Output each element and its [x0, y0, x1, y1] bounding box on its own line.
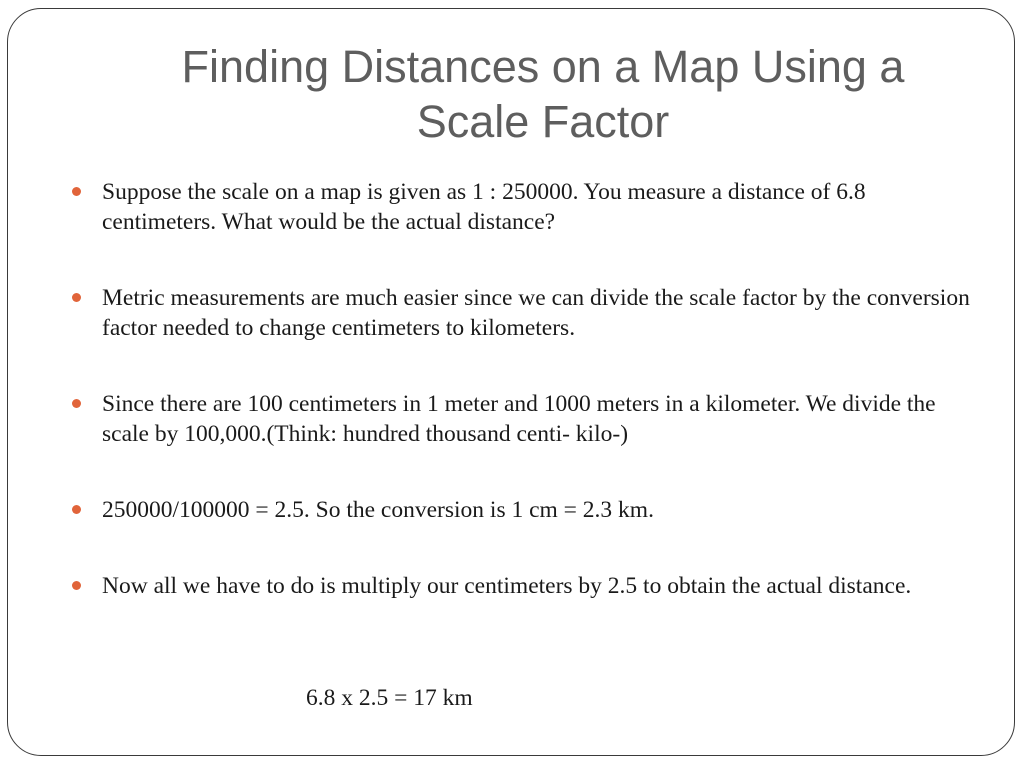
bullet-dot-icon — [72, 293, 81, 302]
bullet-text: Suppose the scale on a map is given as 1 : 250000. You measure a distance of 6.8 centimeters. What would be the actual distance? — [102, 179, 866, 235]
bullet-item — [72, 495, 982, 525]
slide-title: Finding Distances on a Map Using a Scale Factor — [181, 41, 905, 147]
bullet-dot-icon — [72, 505, 81, 514]
bullet-text: Now all we have to do is multiply our centimeters by 2.5 to obtain the actual distance. — [102, 573, 912, 599]
bullet-text: Since there are 100 centimeters in 1 meter and 1000 meters in a kilometer. We divide the scale by 100,000.(Think: hundred thousand centi- kilo-) — [102, 391, 936, 447]
bullet-text: Metric measurements are much easier since we can divide the scale factor by the conversion factor needed to change centimeters to kilometers. — [102, 285, 970, 341]
bullet-item — [72, 389, 982, 449]
bullet-dot-icon — [72, 581, 81, 590]
bullet-text: 250000/100000 = 2.5. So the conversion is 1 cm = 2.3 km. — [102, 497, 654, 523]
bullet-item — [72, 283, 982, 343]
bullet-dot-icon — [72, 187, 81, 196]
bullet-dot-icon — [72, 399, 81, 408]
bullet-item — [72, 571, 982, 601]
bullet-item — [72, 177, 982, 237]
bullet-list — [72, 177, 982, 647]
calculation-line: 6.8 x 2.5 = 17 km — [306, 685, 473, 711]
slide-frame — [7, 8, 1015, 756]
